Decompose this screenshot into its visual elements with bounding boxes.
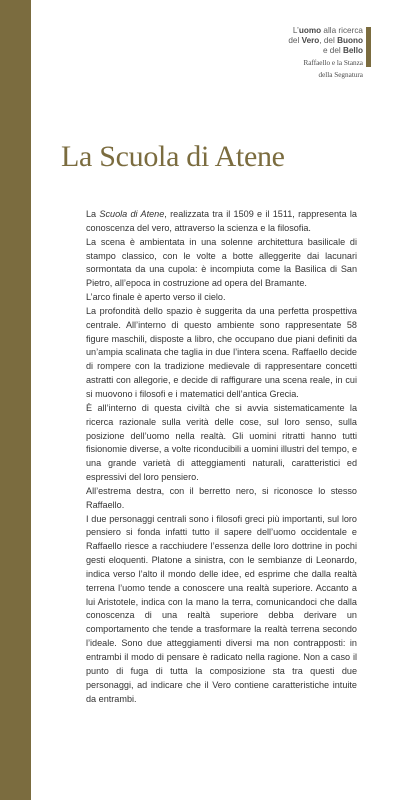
brand-subtitle-2: della Segnatura [318,71,363,79]
paragraph-2: La scena è ambientata in una solenne architettura basilicale di stampo classico, con le volte a botte alleggerite dai lacunari sormontata da una cupola: è incompiuta come la Basilica di San Pietro, all’epoca in costruzione ad opera del Bramante. [86,236,357,289]
brand-line-1: L’uomo alla ricerca [292,26,363,35]
paragraph-1: La Scuola di Atene, realizzata tra il 1509 e il 1511, rappresenta la conoscenza del vero, attraverso la scienza e la filosofia. [86,209,357,233]
artwork-title: Scuola di Atene [99,209,165,219]
brand-line-3: e del Bello [322,46,363,55]
paragraph-5: È all’interno di questa civiltà che si avvia sistematicamente la ricerca razionale sulla verità delle cose, sul loro senso, sulla posizione dell’uomo nella realtà. Gli uomini ritratti hanno tutti fisionomie diverse, a volte riconducibili a uomini illustri del tempo, e una grande varietà di atteggiamenti naturali, caratteristici ed espressivi del loro pensiero. [86,402,357,483]
paragraph-6: All’estrema destra, con il berretto nero, si riconosce lo stesso Raffaello. [86,485,357,510]
body-text [86,208,357,706]
brand-subtitle-1: Raffaello e la Stanza [303,59,363,67]
paragraph-4: La profondità dello spazio è suggerita da una perfetta prospettiva centrale. All’interno di questo ambiente sono rappresentate 58 figure maschili, disposte a libro, che occupano due piani definiti da un’ampia scalinata che taglia in due l’intera scena. Raffaello decide di rompere con la tradizione medievale di rappresentare concetti astratti con allegorie, e decide di raffigurare una scena reale, in cui si muovono i filosofi e i matematici dell’antica Grecia. [86,305,357,399]
brand-line-2: del Vero, del Buono [288,36,363,45]
brand-accent-bar [366,27,371,67]
paragraph-7: I due personaggi centrali sono i filosofi greci più importanti, sul loro pensiero si fonda infatti tutto il sapere dell’uomo occidentale e Raffaello riesce a racchiudere l’essenza delle loro dottrine in pochi gesti eloquenti. Platone a sinistra, con le sembianze di Leonardo, indica verso l’alto il mondo delle idee, ed esprime che dalla realtà terrena l’uomo tende a conoscere una realtà superiore. Accanto a lui Aristotele, indica con la mano la terra, comunicandoci che dalla conoscenza di una realtà superiore debba derivare un comportamento che tende a trasformare la realtà terrena secondo l’ideale. Sono due atteggiamenti diversi ma non contrapposti: in entrambi il modo di pensare è radicato nella ragione. Non a caso il punto di fuga di tutta la composizione sta tra questi due personaggi, ad indicare che il Vero contiene caratteristiche intuite da entrambi. [86,513,357,704]
brand-logo [223,26,363,80]
paragraph-3: L’arco finale è aperto verso il cielo. [86,292,226,303]
sidebar-stripe [0,0,31,800]
page-title: La Scuola di Atene [61,140,285,173]
